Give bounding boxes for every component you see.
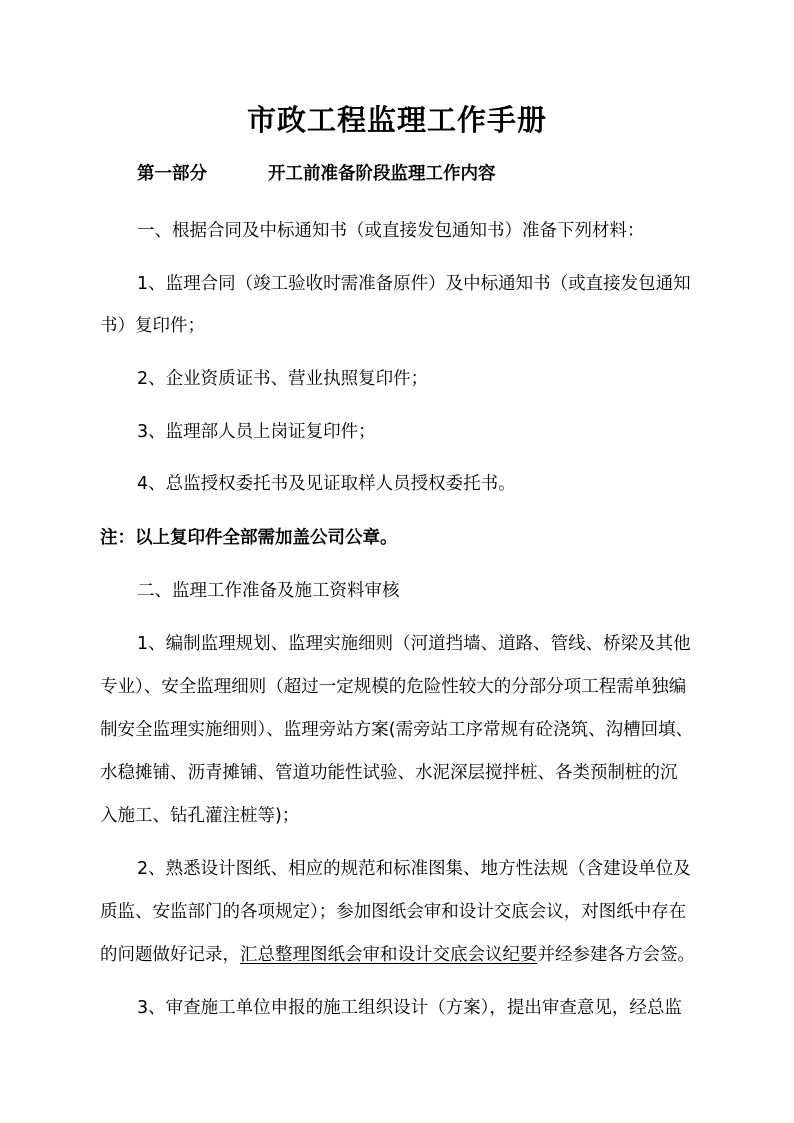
p1-line2: 专业）、安全监理细则（超过一定规模的危险性较大的分部分项工程需单独编 [100, 677, 687, 697]
document-title: 市政工程监理工作手册 [246, 103, 547, 137]
section1-heading: 一、根据合同及中标通知书（或直接发包通知书）准备下列材料： [137, 221, 645, 241]
item1-line2: 书）复印件； [100, 316, 205, 336]
p2-line1: 2、熟悉设计图纸、相应的规范和标准图集、地方性法规（含建设单位及 [137, 859, 691, 879]
part-title: 开工前准备阶段监理工作内容 [268, 164, 496, 184]
item3: 3、监理部人员上岗证复印件； [137, 422, 376, 442]
p2-line2: 质监、安监部门的各项规定）；参加图纸会审和设计交底会议，对图纸中存在 [100, 902, 687, 922]
p1-line5: 入施工、钻孔灌注桩等)； [100, 806, 300, 826]
part-label: 第一部分 [137, 164, 207, 184]
p2-line3-pre: 的问题做好记录， [100, 945, 240, 965]
p2-line3 [100, 941, 695, 966]
item4: 4、总监授权委托书及见证取样人员授权委托书。 [137, 474, 516, 494]
p1-line1: 1、编制监理规划、监理实施细则（河道挡墙、道路、管线、桥梁及其他 [137, 634, 691, 654]
p2-line3-post: 并经参建各方会签。 [537, 945, 695, 965]
p1-line3: 制安全监理实施细则）、监理旁站方案(需旁站工序常规有砼浇筑、沟槽回填、 [100, 720, 694, 740]
underlined-summary: 汇总整理图纸会审和设计交底会议纪要 [240, 945, 538, 965]
p3-line1: 3、审查施工单位申报的施工组织设计（方案），提出审查意见，经总监 [137, 998, 682, 1018]
item1-line1: 1、监理合同（竣工验收时需准备原件）及中标通知书（或直接发包通知 [137, 274, 691, 294]
p1-line4: 水稳摊铺、沥青摊铺、管道功能性试验、水泥深层搅拌桩、各类预制桩的沉 [100, 763, 678, 783]
section2-heading: 二、监理工作准备及施工资料审核 [137, 581, 400, 601]
item2: 2、企业资质证书、营业执照复印件； [137, 369, 429, 389]
note: 注：以上复印件全部需加盖公司公章。 [100, 528, 398, 548]
